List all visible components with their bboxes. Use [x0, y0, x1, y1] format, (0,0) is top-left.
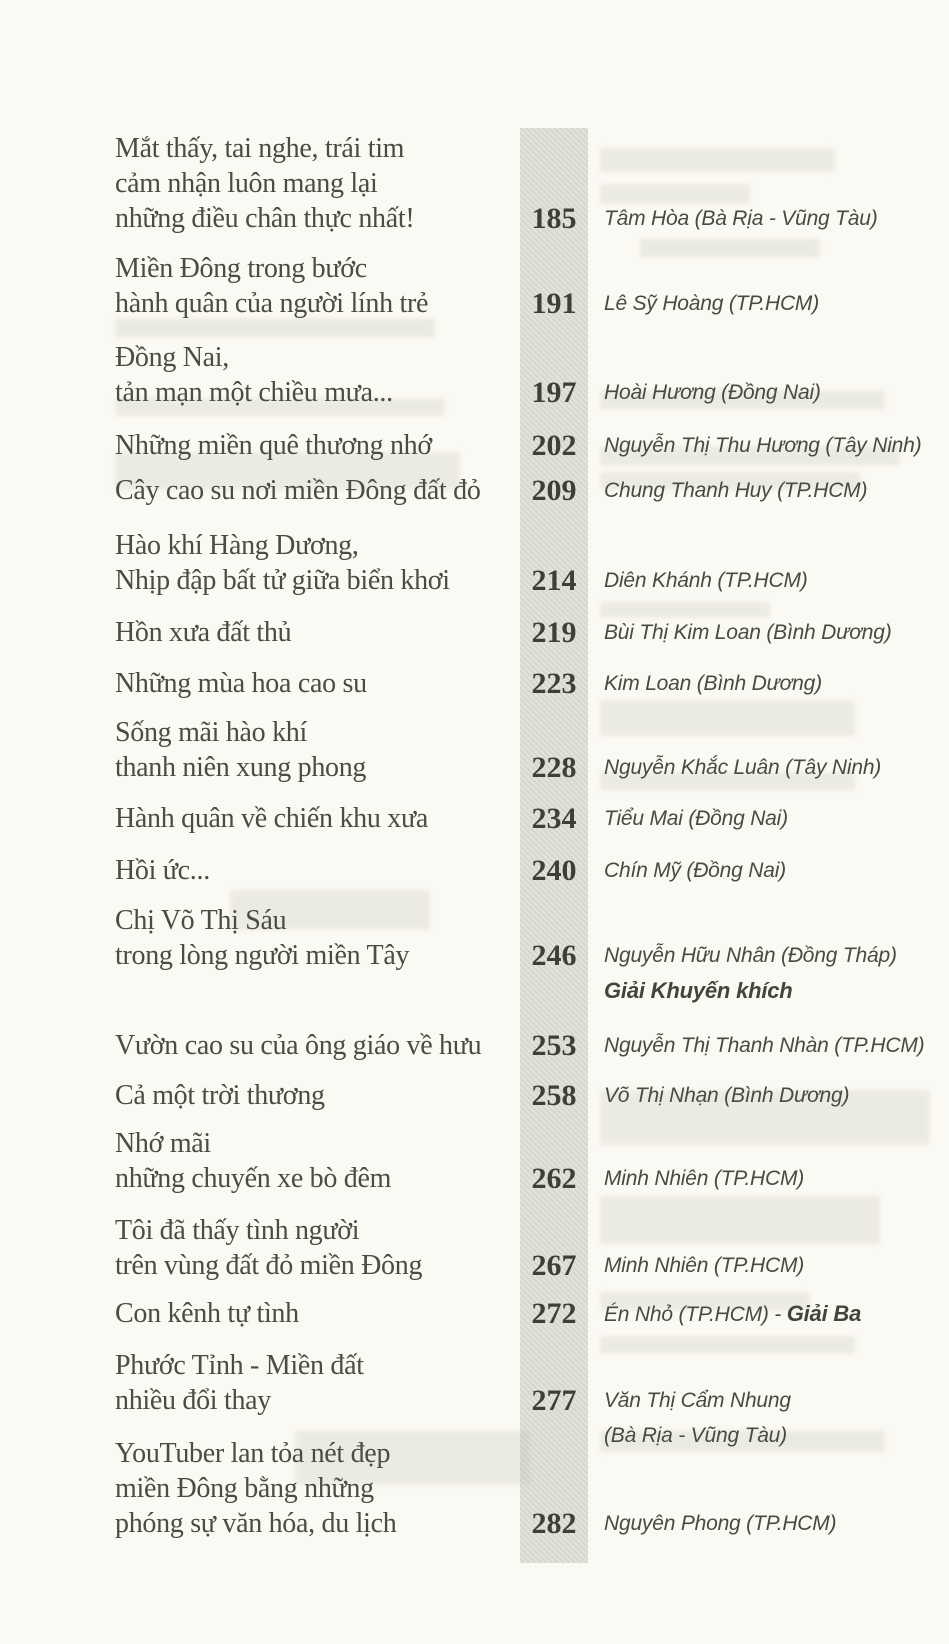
author-text: Chín Mỹ (Đồng Nai): [604, 859, 786, 882]
entry-page-number: 246: [531, 939, 577, 972]
author-line: [604, 973, 897, 1009]
title-line: những điều chân thực nhất!: [115, 203, 415, 234]
title-line: Miền Đông trong bước: [115, 253, 367, 284]
entry-page-number: 228: [531, 751, 577, 784]
toc-entry: [0, 615, 949, 650]
show-through-artifact: [600, 700, 855, 736]
entry-author: [604, 1028, 924, 1063]
title-line: Nhớ mãi: [115, 1128, 211, 1159]
entry-title: [115, 801, 428, 836]
entry-page-number: 240: [531, 854, 577, 887]
title-line: Vườn cao su của ông giáo về hưu: [115, 1030, 482, 1061]
title-line: Cả một trời thương: [115, 1080, 325, 1111]
author-text: Văn Thị Cẩm Nhung: [604, 1389, 791, 1412]
entry-page-number: 214: [531, 564, 577, 597]
entry-title: [115, 528, 450, 598]
entry-author: [604, 428, 921, 463]
author-line: [604, 750, 881, 785]
entry-author: [604, 666, 822, 701]
toc-entry: [0, 342, 949, 410]
title-line: Con kênh tự tình: [115, 1298, 299, 1329]
entry-page-number: 253: [531, 1029, 577, 1062]
entry-title: [115, 1348, 364, 1418]
toc-entry: [0, 1296, 949, 1331]
author-text: Võ Thị Nhạn (Bình Dương): [604, 1084, 850, 1107]
entry-author: [604, 201, 878, 236]
author-text: Nguyễn Thị Thanh Nhàn (TP.HCM): [604, 1034, 925, 1057]
entry-title: [115, 1126, 391, 1196]
author-line: [604, 1078, 849, 1113]
title-line: miền Đông bằng những: [115, 1473, 374, 1504]
toc-entry: [0, 801, 949, 836]
award-label: Giải Khuyến khích: [604, 978, 793, 1003]
author-text: Nguyễn Hữu Nhân (Đồng Tháp): [604, 944, 897, 967]
entry-page-number: 258: [531, 1079, 577, 1112]
toc-entry: [0, 1350, 949, 1447]
author-line: [604, 473, 867, 508]
title-line: YouTuber lan tỏa nét đẹp: [115, 1438, 391, 1469]
author-line: [604, 1506, 836, 1541]
author-line: [604, 563, 808, 598]
toc-entry: [0, 1078, 949, 1113]
toc-entry: [0, 905, 949, 1003]
toc-entry: [0, 666, 949, 701]
entry-page-number: 277: [531, 1384, 577, 1417]
entry-page-number: 282: [531, 1507, 577, 1540]
title-line: Hành quân về chiến khu xưa: [115, 803, 428, 834]
author-text: Kim Loan (Bình Dương): [604, 672, 822, 695]
toc-entry: [0, 1028, 949, 1063]
toc-entry: [0, 853, 949, 888]
entry-author: [604, 563, 808, 598]
entry-title: [115, 903, 409, 973]
entry-title: [115, 340, 393, 410]
author-line: [604, 428, 921, 463]
title-line: Nhịp đập bất tử giữa biển khơi: [115, 565, 450, 596]
entry-page-number: 219: [531, 616, 577, 649]
title-line: Hồi ức...: [115, 855, 210, 886]
title-line: thanh niên xung phong: [115, 752, 367, 783]
entry-page-number: 234: [531, 802, 577, 835]
title-line: Cây cao su nơi miền Đông đất đỏ: [115, 475, 481, 506]
toc-entry: [0, 1128, 949, 1196]
entry-author: [604, 1078, 849, 1113]
entry-author: [604, 938, 897, 1009]
entry-page-number: 202: [531, 429, 577, 462]
entry-author: [604, 750, 881, 785]
toc-entry: [0, 133, 949, 236]
entry-title: [115, 473, 481, 508]
entry-title: [115, 428, 432, 463]
author-line: [604, 201, 878, 236]
title-line: Những mùa hoa cao su: [115, 668, 367, 699]
entry-author: [604, 615, 892, 650]
page-number-band: [520, 128, 588, 1563]
entry-title: [115, 1213, 422, 1283]
author-text: (Bà Rịa - Vũng Tàu): [604, 1424, 787, 1447]
title-line: hành quân của người lính trẻ: [115, 288, 429, 319]
entry-page-number: 223: [531, 667, 577, 700]
author-line: [604, 1248, 804, 1283]
title-line: Tôi đã thấy tình người: [115, 1215, 360, 1246]
title-line: Mắt thấy, tai nghe, trái tim: [115, 133, 405, 164]
entry-title: [115, 666, 367, 701]
title-line: Hào khí Hàng Dương,: [115, 530, 359, 561]
entry-author: [604, 286, 819, 321]
author-text: Nguyễn Khắc Luân (Tây Ninh): [604, 756, 882, 779]
title-line: Những miền quê thương nhớ: [115, 430, 432, 461]
entry-page-number: 272: [531, 1297, 577, 1330]
entry-author: [604, 1161, 804, 1196]
toc-entry: [0, 1438, 949, 1541]
author-text: Tiểu Mai (Đồng Nai): [604, 807, 788, 830]
title-line: những chuyến xe bò đêm: [115, 1163, 392, 1194]
title-line: tản mạn một chiều mưa...: [115, 377, 393, 408]
toc-entry: [0, 717, 949, 785]
author-line: [604, 853, 786, 888]
entry-author: [604, 801, 788, 836]
entry-page-number: 191: [531, 287, 577, 320]
entry-author: [604, 473, 867, 508]
author-text: Chung Thanh Huy (TP.HCM): [604, 479, 868, 502]
author-line: [604, 1161, 804, 1196]
show-through-artifact: [600, 1196, 880, 1244]
author-line: [604, 615, 892, 650]
entry-page-number: 185: [531, 202, 577, 235]
entry-title: [115, 1296, 299, 1331]
toc-entry: [0, 1215, 949, 1283]
author-text: Lê Sỹ Hoàng (TP.HCM): [604, 292, 820, 315]
author-line: [604, 1028, 924, 1063]
author-text: Diên Khánh (TP.HCM): [604, 569, 808, 592]
entry-title: [115, 1436, 396, 1541]
entry-page-number: 267: [531, 1249, 577, 1282]
entry-title: [115, 615, 291, 650]
title-line: Phước Tỉnh - Miền đất: [115, 1350, 364, 1381]
title-line: Chị Võ Thị Sáu: [115, 905, 287, 936]
title-line: Hồn xưa đất thủ: [115, 617, 292, 648]
title-line: trên vùng đất đỏ miền Đông: [115, 1250, 423, 1281]
show-through-artifact: [600, 1336, 855, 1354]
title-line: phóng sự văn hóa, du lịch: [115, 1508, 397, 1539]
entry-title: [115, 715, 366, 785]
entry-author: [604, 1383, 791, 1453]
author-text: Tâm Hòa (Bà Rịa - Vũng Tàu): [604, 207, 878, 230]
author-text: Minh Nhiên (TP.HCM): [604, 1254, 805, 1277]
author-line: [604, 1418, 791, 1453]
entry-title: [115, 1028, 481, 1063]
toc-entry: [0, 253, 949, 321]
toc-entry: [0, 428, 949, 463]
entry-title: [115, 853, 210, 888]
author-line: [604, 1383, 791, 1418]
entry-author: [604, 1296, 861, 1332]
author-line: [604, 938, 897, 973]
author-text: Minh Nhiên (TP.HCM): [604, 1167, 805, 1190]
title-line: Đồng Nai,: [115, 342, 229, 373]
show-through-artifact: [600, 148, 835, 172]
author-line: [604, 1296, 861, 1332]
author-text: Én Nhỏ (TP.HCM) -: [604, 1303, 787, 1326]
entry-author: [604, 1506, 836, 1541]
toc-entry: [0, 473, 949, 508]
entry-author: [604, 375, 821, 410]
entry-page-number: 209: [531, 474, 577, 507]
entry-author: [604, 1248, 804, 1283]
toc-entry: [0, 530, 949, 598]
award-label: Giải Ba: [786, 1301, 862, 1326]
title-line: nhiều đổi thay: [115, 1385, 271, 1416]
title-line: cảm nhận luôn mang lại: [115, 168, 378, 199]
author-line: [604, 375, 821, 410]
entry-author: [604, 853, 786, 888]
author-text: Nguyên Phong (TP.HCM): [604, 1512, 837, 1535]
author-text: Bùi Thị Kim Loan (Bình Dương): [604, 621, 892, 644]
entry-title: [115, 1078, 325, 1113]
author-text: Hoài Hương (Đồng Nai): [604, 381, 821, 404]
show-through-artifact: [115, 318, 435, 338]
title-line: trong lòng người miền Tây: [115, 940, 410, 971]
author-line: [604, 286, 819, 321]
author-text: Nguyễn Thị Thu Hương (Tây Ninh): [604, 434, 922, 457]
entry-title: [115, 251, 428, 321]
entry-title: [115, 131, 414, 236]
entry-page-number: 262: [531, 1162, 577, 1195]
show-through-artifact: [640, 238, 820, 258]
author-line: [604, 801, 788, 836]
author-line: [604, 666, 822, 701]
title-line: Sống mãi hào khí: [115, 717, 307, 748]
entry-page-number: 197: [531, 376, 577, 409]
